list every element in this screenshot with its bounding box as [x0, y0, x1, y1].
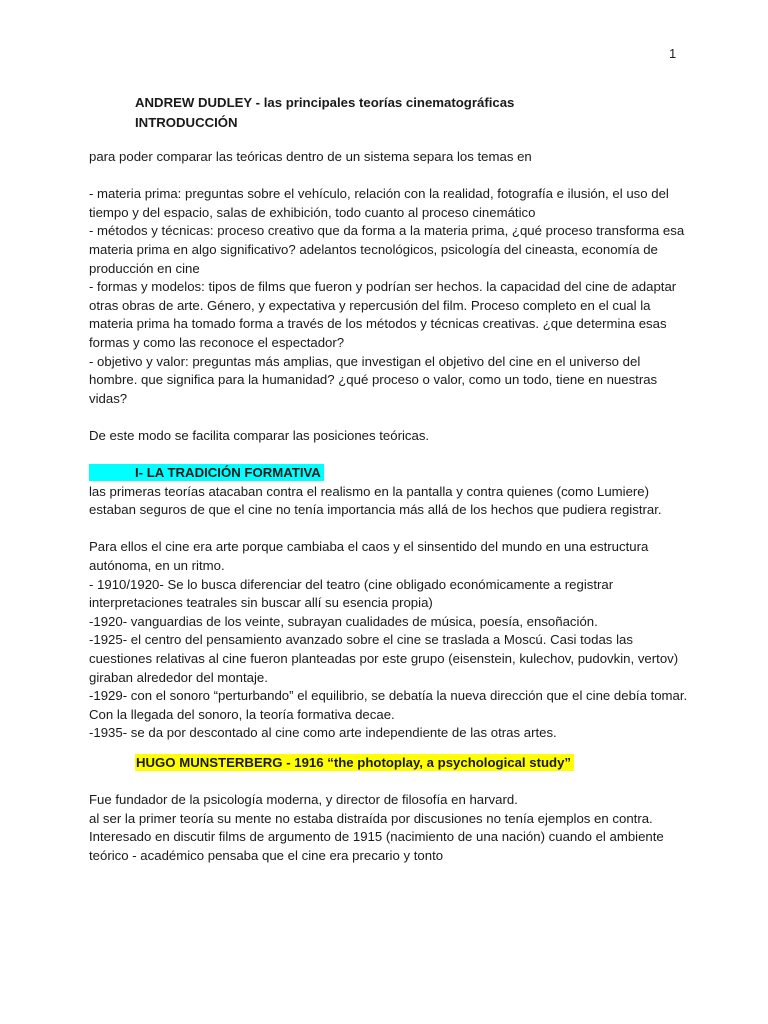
munsterberg-line-2: al ser la primer teoría su mente no estaba distraída por discusiones no tenía ejemplos en contra. [89, 810, 653, 826]
intro-item-metodos: - métodos y técnicas: proceso creativo que da forma a la materia prima, ¿qué proceso transforma esa materia prima en algo significativo? adelantos tecnológicos, psicología del cineasta, economía de producción en cine [89, 223, 685, 276]
intro-closing: De este modo se facilita comparar las posiciones teóricas. [89, 427, 430, 443]
timeline-1929: -1929- con el sonoro “perturbando” el equilibrio, se debatía la nueva dirección que el cine debía tomar. Con la llegada del sonoro, la teoría formativa decae. [89, 688, 688, 722]
intro-item-formas: - formas y modelos: tipos de films que fueron y podrían ser hechos. la capacidad del cine de adaptar otras obras de arte. Género, y expectativa y repercusión del film. Proceso completo en el cual la materia prima ha tomado forma a través de los métodos y técnicas creativas. ¿que determina esas formas y como las reconoce el espectador? [89, 279, 677, 350]
section-1-heading-wrap [89, 464, 689, 483]
intro-item-materia-prima: - materia prima: preguntas sobre el vehículo, relación con la realidad, fotografía e ilusión, el uso del tiempo y del espacio, salas de exhibición, todo cuanto al proceso cinemático [89, 186, 669, 220]
document-body [89, 93, 689, 866]
section-1-para-1: las primeras teorías atacaban contra el realismo en la pantalla y contra quienes (como Lumiere) estaban seguros de que el cine no tenía importancia más allá de los hechos que pudiera registrar. [89, 483, 662, 518]
intro-item-objetivo: - objetivo y valor: preguntas más amplias, que investigan el objetivo del cine en el universo del hombre. que significa para la humanidad? ¿qué proceso o valor, como un todo, tiene en nuestras vidas? [89, 353, 658, 406]
timeline-1935: -1935- se da por descontado al cine como arte independiente de las otras artes. [89, 725, 557, 741]
intro-lead: para poder comparar las teóricas dentro de un sistema separa los temas en [89, 149, 532, 164]
timeline-1925: -1925- el centro del pensamiento avanzado sobre el cine se traslada a Moscú. Casi todas las cuestiones relativas al cine fueron planteadas por este grupo (eisenstein, kulechov, pudovkin, vertov) giraban alrededor del montaje. [89, 632, 679, 685]
section-1-para-2: Para ellos el cine era arte porque cambiaba el caos y el sinsentido del mundo en una estructura autónoma, en un ritmo. [89, 539, 649, 574]
munsterberg-line-3: Interesado en discutir films de argumento de 1915 (nacimiento de una nación) cuando el ambiente teórico - académico pensaba que el cine era precario y tonto [89, 829, 664, 863]
timeline-1910: - 1910/1920- Se lo busca diferenciar del teatro (cine obligado económicamente a registrar interpretaciones teatrales sin buscar allí su esencia propia) [89, 576, 614, 611]
document-title: ANDREW DUDLEY - las principales teorías cinematográficas [135, 95, 515, 110]
timeline-1920: -1920- vanguardias de los veinte, subrayan cualidades de música, poesía, ensoñación. [89, 613, 598, 629]
section-2-title: HUGO MUNSTERBERG - 1916 “the photoplay, a psychological study” [135, 754, 574, 771]
page-number: 1 [669, 46, 677, 61]
section-1-title: I- LA TRADICIÓN FORMATIVA [89, 464, 324, 481]
munsterberg-line-1: Fue fundador de la psicología moderna, y director de filosofía en harvard. [89, 792, 518, 808]
section-2-heading-wrap [89, 754, 689, 773]
document-subtitle: INTRODUCCIÓN [135, 115, 238, 130]
